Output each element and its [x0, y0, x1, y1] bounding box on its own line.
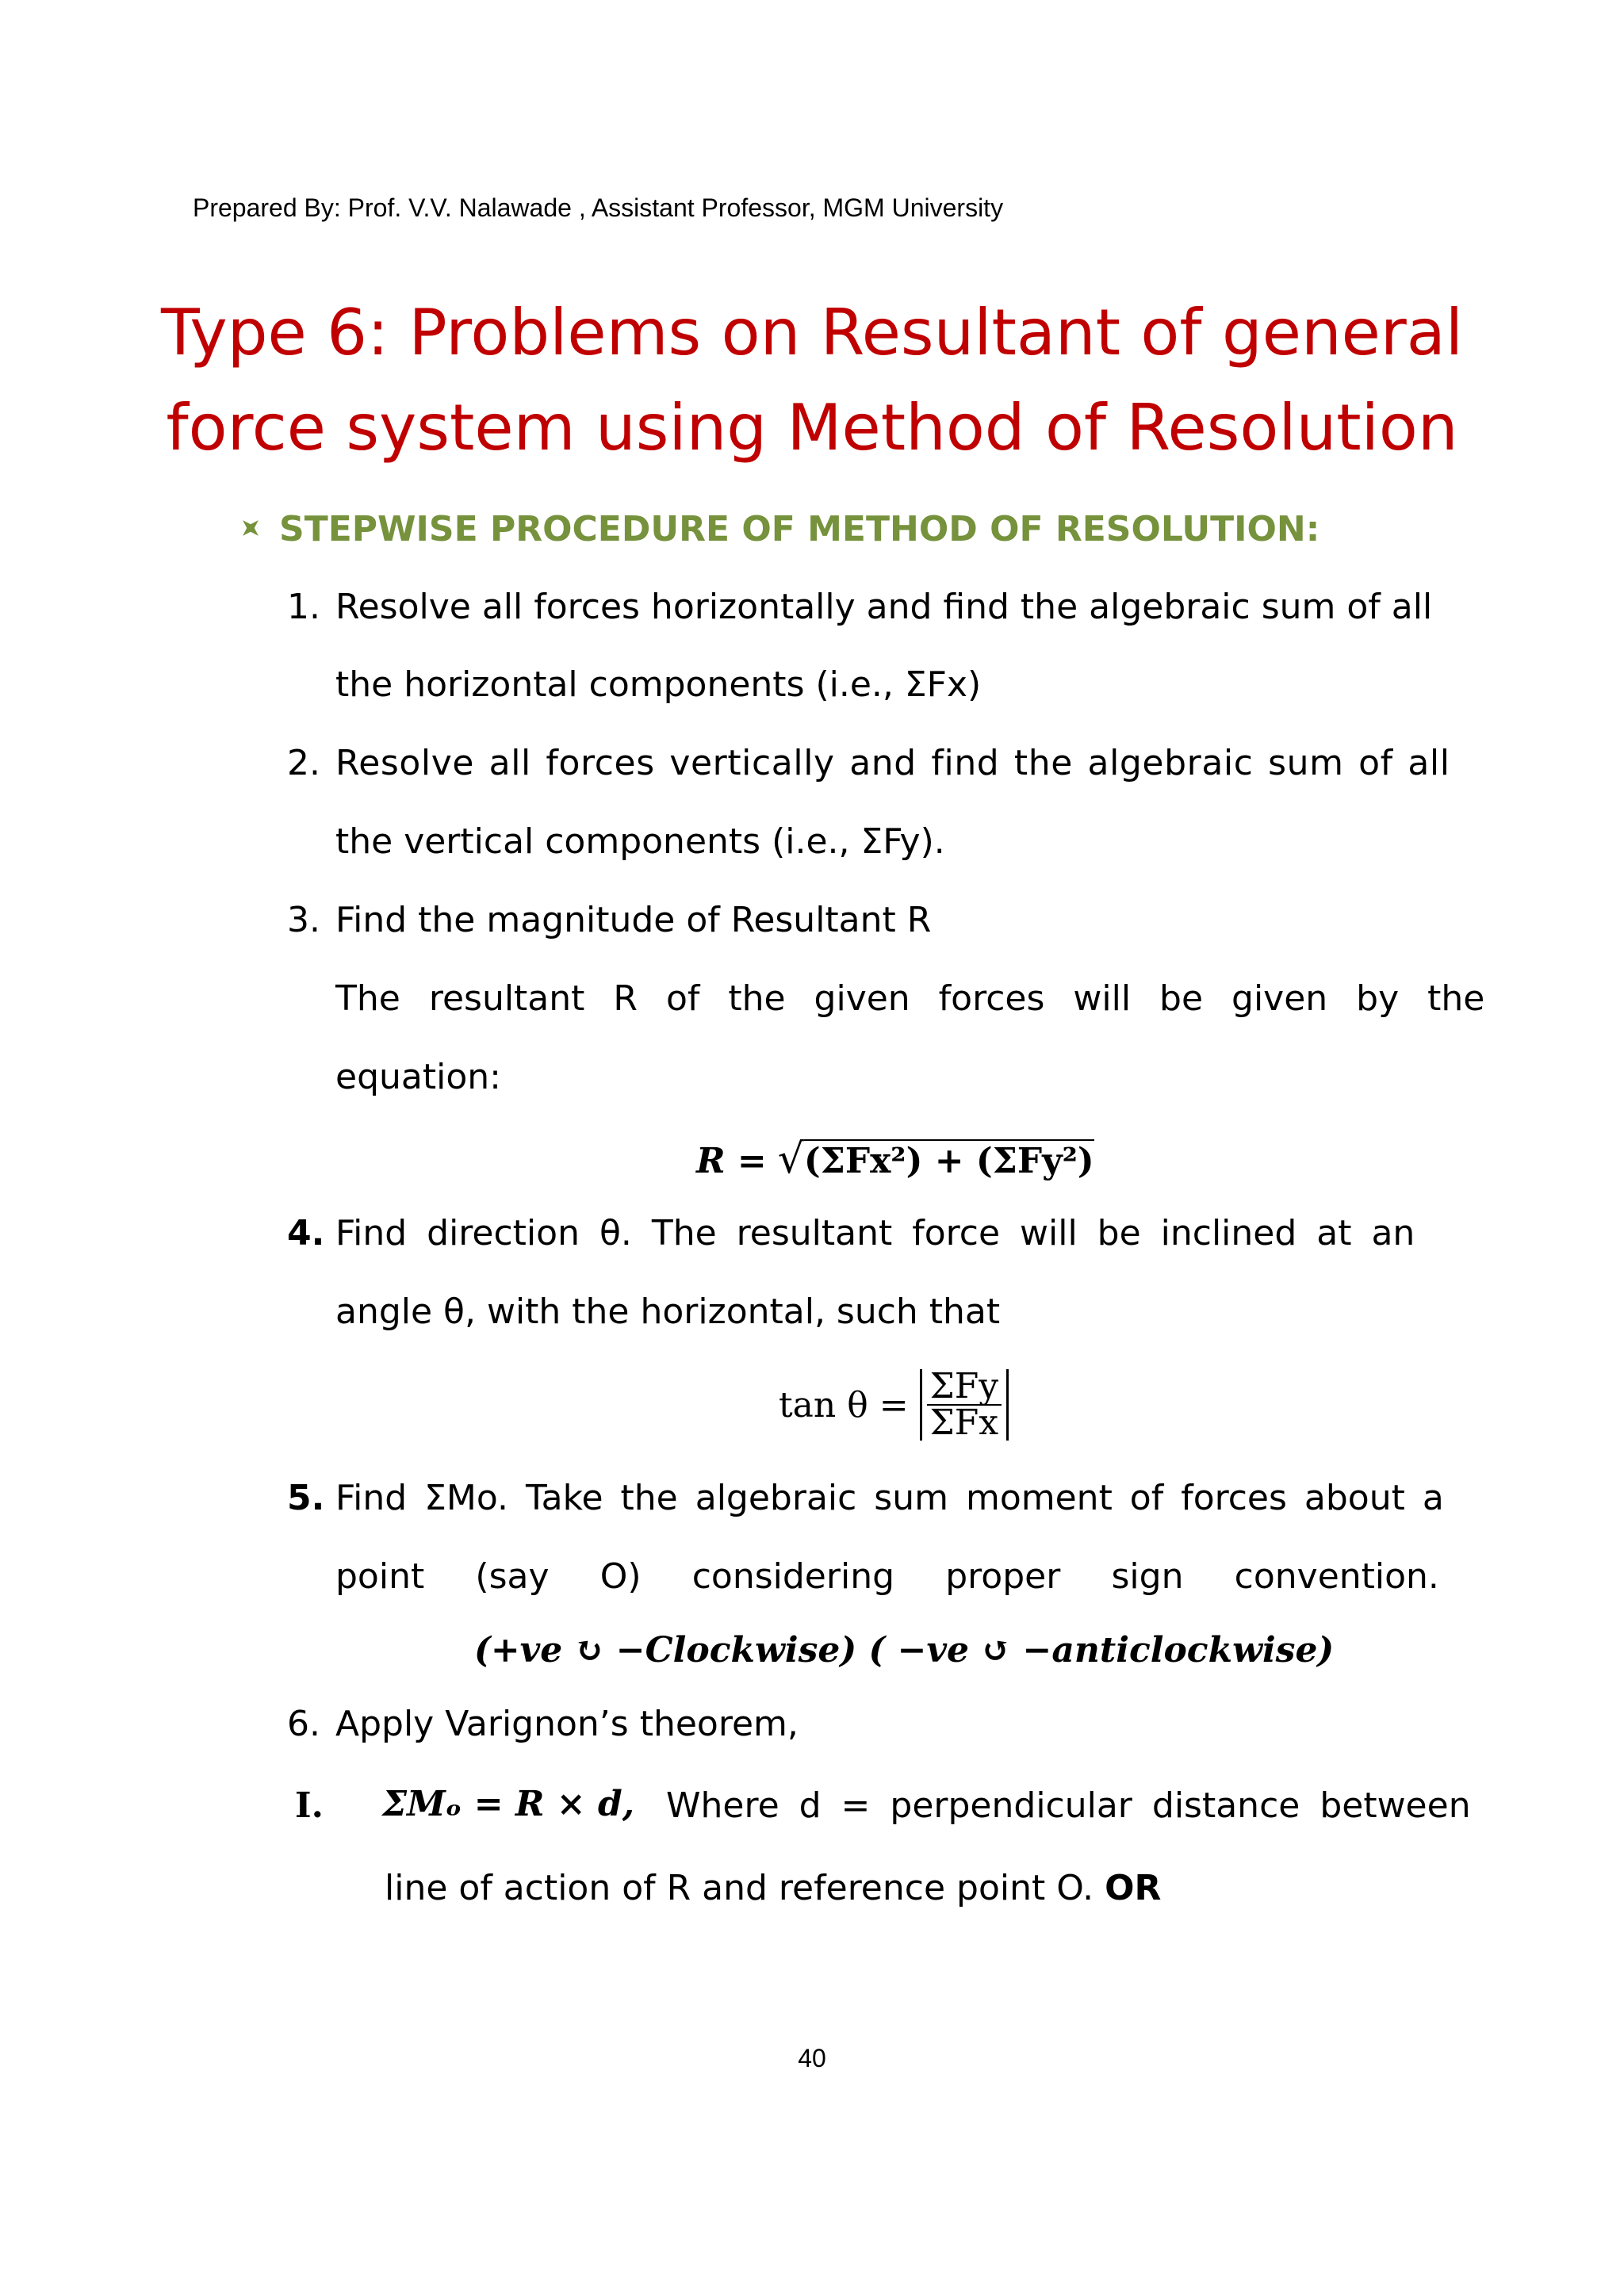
step-6-line1: Apply Varignon’s theorem, [335, 1704, 799, 1744]
step-4-line2: angle θ, with the horizontal, such that [335, 1292, 1001, 1332]
direction-equation [779, 1357, 1009, 1452]
resultant-equation [696, 1135, 1094, 1183]
step-3-line3: equation: [335, 1057, 501, 1097]
page-header: Prepared By: Prof. V.V. Nalawade , Assistant Professor, MGM University [193, 193, 1004, 222]
step-6-number: 6. [287, 1704, 320, 1744]
page-number: 40 [798, 2044, 826, 2072]
equation-lhs: R = [696, 1141, 767, 1181]
step-3-line2: The resultant R of the given forces will be given by the [335, 978, 1485, 1019]
word: point [335, 1556, 425, 1597]
step-3-line1: Find the magnitude of Resultant R [335, 900, 932, 940]
word: sign [1111, 1556, 1184, 1597]
section-heading [239, 509, 1320, 549]
step-2-number: 2. [287, 743, 320, 783]
step-5-line1: Find ΣMo. Take the algebraic sum moment of forces about a [335, 1478, 1444, 1518]
word: proper [945, 1556, 1061, 1597]
page-title-line1: Type 6: Problems on Resultant of general [160, 296, 1464, 369]
step-1-number: 1. [287, 587, 320, 627]
section-heading-text: STEPWISE PROCEDURE OF METHOD OF RESOLUTION: [279, 509, 1320, 549]
absolute-value-bars [920, 1366, 1009, 1443]
step-4-line1: Find direction θ. The resultant force will be inclined at an [335, 1213, 1415, 1253]
diamond-bullet-icon [235, 512, 266, 544]
radical-sign-icon: √ [777, 1135, 804, 1183]
varignon-line2 [385, 1868, 1161, 1908]
equation-radicand: (ΣFx²) + (ΣFy²) [803, 1141, 1094, 1181]
word: considering [691, 1556, 895, 1597]
varignon-line2-text: line of action of R and reference point O. [385, 1868, 1094, 1908]
step-1-line1: Resolve all forces horizontally and find the algebraic sum of all [335, 587, 1433, 627]
word: convention. [1234, 1556, 1439, 1597]
step-1-line2: the horizontal components (i.e., ΣFx) [335, 664, 982, 705]
page-title-line2: force system using Method of Resolution [166, 391, 1458, 465]
step-3-number: 3. [287, 900, 320, 940]
fraction [927, 1366, 1002, 1443]
step-4-number: 4. [287, 1213, 325, 1253]
tan-lhs: tan θ = [779, 1384, 909, 1425]
word: O) [599, 1556, 642, 1597]
step-2-line1: Resolve all forces vertically and find the algebraic sum of all [335, 743, 1450, 783]
varignon-where: Where d = perpendicular distance between [666, 1785, 1471, 1826]
sign-convention: (+ve ↻ −Clockwise) ( −ve ↺ −anticlockwise) [474, 1630, 1335, 1670]
step-5-number: 5. [287, 1478, 325, 1518]
varignon-equation: ΣMₒ = R × d, [382, 1784, 635, 1824]
step-5-line2 [335, 1556, 1439, 1597]
fraction-numerator: ΣFy [927, 1369, 1002, 1406]
step-2-line2: the vertical components (i.e., ΣFy). [335, 821, 945, 862]
word: (say [475, 1556, 550, 1597]
or-label: OR [1105, 1868, 1162, 1908]
roman-numeral-1: I. [295, 1785, 324, 1826]
fraction-denominator: ΣFx [929, 1402, 999, 1443]
